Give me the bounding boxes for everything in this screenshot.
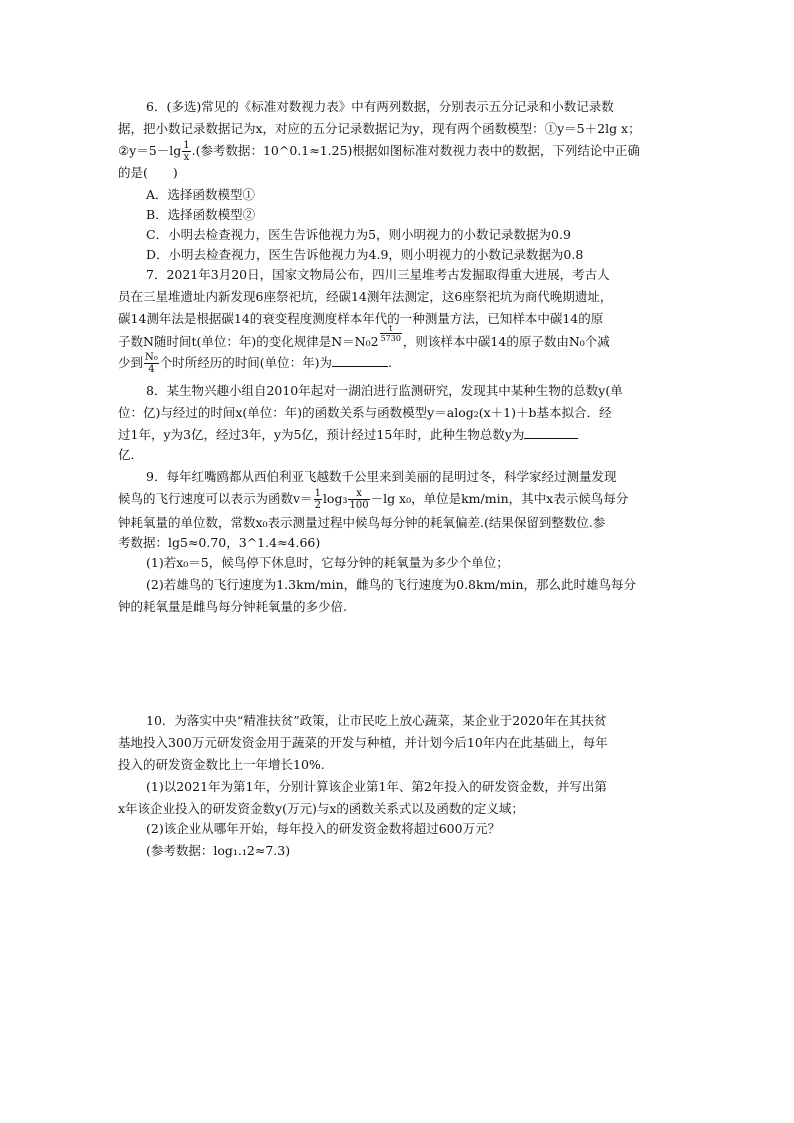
q7-frac-den: 4 bbox=[148, 364, 155, 375]
q9-half bbox=[314, 488, 322, 511]
q6-line3 bbox=[118, 140, 678, 163]
q7-exp-num: t bbox=[380, 324, 402, 334]
q6-option-c: C．小明去检查视力，医生告诉他视力为5，则小明视力的小数记录数据为0.9 bbox=[146, 227, 571, 242]
q9-x-den: 100 bbox=[349, 500, 369, 511]
q7-line4 bbox=[118, 324, 678, 352]
q9-unit: －lg x₀，单位是km/min，其中x表示候鸟每分 bbox=[370, 491, 629, 506]
q9-log: log₃ bbox=[322, 491, 348, 506]
q9-x-frac bbox=[348, 488, 369, 511]
q7-question: 个时所经历的时间(单位：年)为 bbox=[159, 355, 333, 370]
q6-model2: ②y＝5－lg bbox=[118, 143, 182, 158]
q7-frac-num: N₀ bbox=[145, 352, 158, 363]
q8-question: 过1年，y为3亿，经过3年，y为5亿，预计经过15年时，此种生物总数y为 bbox=[118, 427, 525, 442]
q10-line2: 基地投入300万元研发资金用于蔬菜的开发与种植，并计划今后10年内在此基础上，每年 bbox=[118, 735, 608, 750]
q9-function: 候鸟的飞行速度可以表示为函数v＝ bbox=[118, 491, 313, 506]
q7-line2: 员在三星堆遗址内新发现6座祭祀坑，经碳14测年法测定，这6座祭祀坑为商代晚期遗址， bbox=[118, 289, 613, 304]
q7-exponent bbox=[380, 324, 402, 343]
q10-line3: 投入的研发资金数比上一年增长10%. bbox=[118, 757, 325, 772]
q6-line2: 据，把小数记录数据记为x，对应的五分记录数据记为y，现有两个函数模型：①y＝5＋2lg x； bbox=[118, 121, 641, 136]
q9-sub2b: 钟的耗氧量是雌鸟每分钟耗氧量的多少倍. bbox=[118, 599, 347, 614]
q10-reference: (参考数据：log₁.₁2≈7.3) bbox=[146, 843, 291, 858]
q6-option-d: D．小明去检查视力，医生告诉他视力为4.9，则小明视力的小数记录数据为0.8 bbox=[146, 247, 584, 262]
q10-sub2: (2)该企业从哪年开始，每年投入的研发资金数将超过600万元？ bbox=[146, 821, 501, 836]
q7-formula: 子数N随时间t(单位：年)的变化规律是N＝N₀2 bbox=[118, 334, 379, 350]
q6-option-a: A．选择函数模型① bbox=[146, 187, 256, 202]
q8-answer-blank[interactable] bbox=[524, 426, 578, 439]
q7-period: . bbox=[388, 355, 393, 370]
q9-line4: 考数据：lg5≈0.70，3^1.4≈4.66) bbox=[118, 535, 321, 550]
q8-line3 bbox=[118, 424, 678, 445]
q8-line2: 位：亿)与经过的时间x(单位：年)的函数关系与函数模型y＝alog₂(x＋1)＋b基本拟合．经 bbox=[118, 405, 612, 420]
q10-sub1b: x年该企业投入的研发资金数y(万元)与x的函数关系式以及函数的定义域； bbox=[118, 801, 524, 816]
q9-half-den: 2 bbox=[314, 500, 321, 511]
q9-half-num: 1 bbox=[314, 488, 321, 499]
q7-answer-blank[interactable] bbox=[332, 354, 388, 367]
q8-line4: 亿． bbox=[118, 447, 144, 462]
q7-exp-den: 5730 bbox=[380, 334, 401, 343]
q8-line1: 8．某生物兴趣小组自2010年起对一湖泊进行监测研究，发现其中某种生物的总数y(单 bbox=[146, 383, 623, 398]
q6-line4: 的是( ) bbox=[118, 165, 178, 180]
q7-line5 bbox=[118, 352, 678, 375]
q9-line1: 9．每年红嘴鸥都从西伯利亚飞越数千公里来到美丽的昆明过冬，科学家经过测量发现 bbox=[146, 469, 617, 484]
q9-line3: 钟耗氧量的单位数，常数x₀表示测量过程中候鸟每分钟的耗氧偏差.(结果保留到整数位.参 bbox=[118, 515, 606, 530]
q7-line3: 碳14测年法是根据碳14的衰变程度测度样本年代的一种测量方法，已知样本中碳14的原 bbox=[118, 311, 604, 326]
q9-sub2a: (2)若雄鸟的飞行速度为1.3km/min，雌鸟的飞行速度为0.8km/min，那么此时雄鸟每分 bbox=[146, 577, 637, 592]
q9-sub1: (1)若x₀＝5，候鸟停下休息时，它每分钟的耗氧量为多少个单位； bbox=[146, 555, 509, 570]
q6-frac-den: x bbox=[183, 152, 190, 163]
q7-formula-tail: ，则该样本中碳14的原子数由N₀个减 bbox=[402, 334, 610, 350]
q10-line1: 10．为落实中央“精准扶贫”政策，让市民吃上放心蔬菜，某企业于2020年在其扶贫 bbox=[146, 713, 607, 728]
q6-option-b: B．选择函数模型② bbox=[146, 207, 256, 222]
q9-x-num: x bbox=[348, 488, 369, 500]
q7-line1: 7．2021年3月20日，国家文物局公布，四川三星堆考古发掘取得重大进展，考古人 bbox=[146, 267, 610, 282]
q7-reduce: 少到 bbox=[118, 355, 144, 370]
q6-ref: .(参考数据：10^0.1≈1.25)根据如图标准对数视力表中的数据，下列结论中正确 bbox=[191, 143, 640, 158]
q6-fraction bbox=[182, 140, 190, 163]
q6-line1: 6．(多选)常见的《标准对数视力表》中有两列数据，分别表示五分记录和小数记录数 bbox=[146, 99, 614, 114]
q7-fraction bbox=[144, 352, 159, 375]
q9-line2 bbox=[118, 488, 678, 511]
q10-sub1a: (1)以2021年为第1年，分别计算该企业第1年、第2年投入的研发资金数，并写出第 bbox=[146, 779, 607, 794]
q6-frac-num: 1 bbox=[183, 140, 190, 151]
